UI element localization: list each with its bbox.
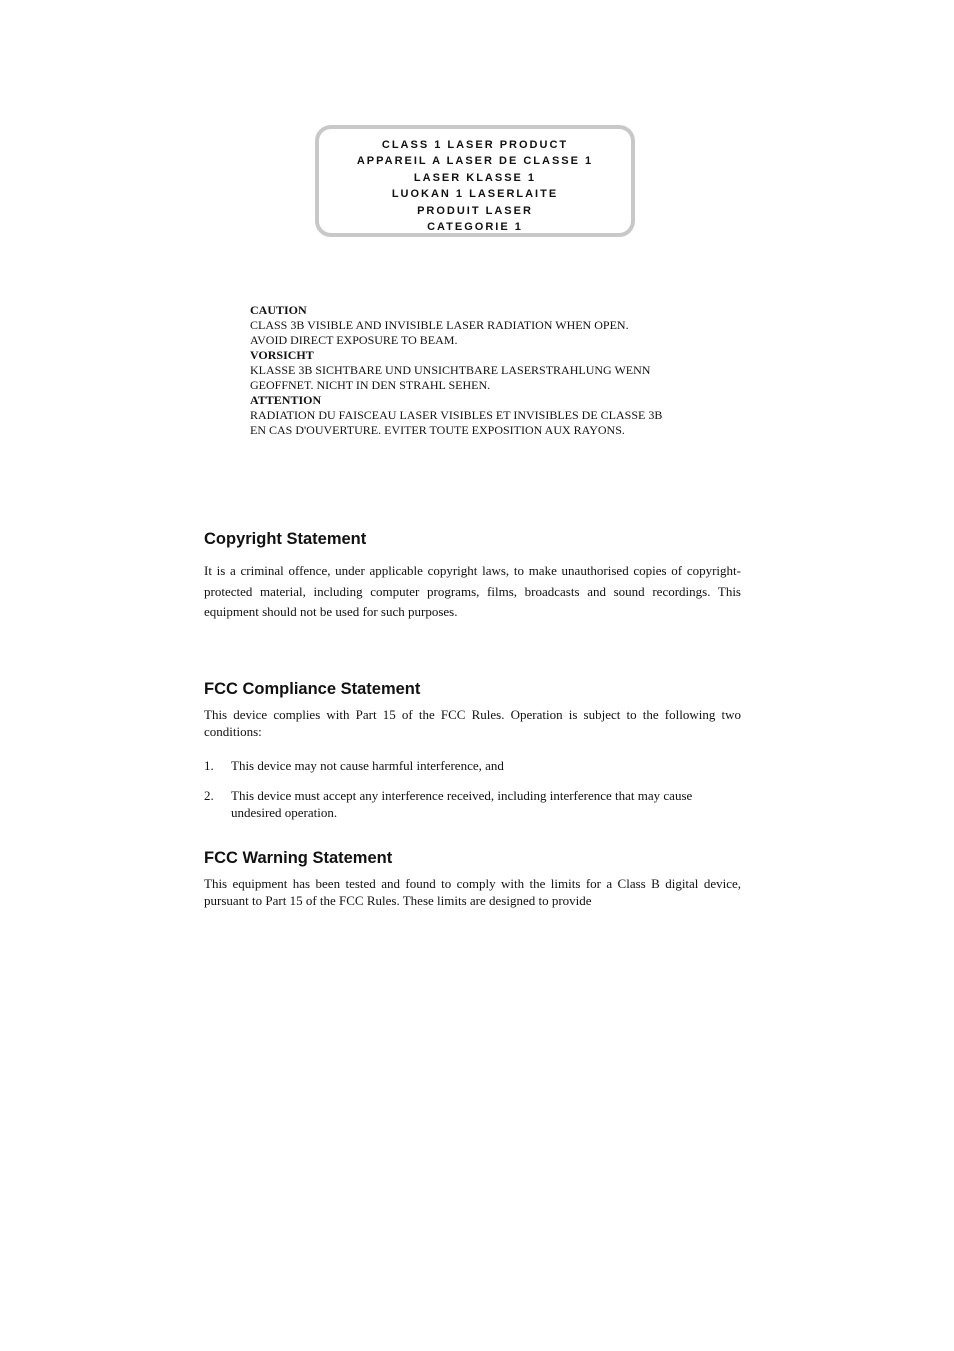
laser-label-line: LUOKAN 1 LASERLAITE	[391, 188, 559, 201]
caution-text-line: CLASS 3B VISIBLE AND INVISIBLE LASER RADIATION WHEN OPEN.	[250, 318, 629, 332]
vorsicht-text-line: KLASSE 3B SICHTBARE UND UNSICHTBARE LASERSTRAHLUNG WENN	[250, 363, 651, 377]
laser-label-line: APPAREIL A LASER DE CLASSE 1	[356, 155, 594, 168]
caution-heading: CAUTION	[250, 303, 307, 317]
laser-label-line: PRODUIT LASER	[417, 204, 533, 217]
list-item-text: This device must accept any interference received, including interference that may cause undesired operation.	[231, 788, 693, 820]
copyright-heading: Copyright Statement	[204, 530, 367, 548]
list-item	[204, 757, 741, 774]
vorsicht-heading: VORSICHT	[250, 348, 314, 362]
fcc-warning-paragraph: This equipment has been tested and found to comply with the limits for a Class B digital device, pursuant to Part 15 of the FCC Rules. These limits are designed to provide	[204, 876, 741, 908]
laser-warning-block	[250, 303, 730, 438]
list-item-number: 1.	[204, 758, 214, 773]
laser-label-line: LASER KLASSE 1	[413, 171, 537, 184]
attention-heading: ATTENTION	[250, 393, 322, 407]
list-item-text: This device may not cause harmful interference, and	[231, 758, 504, 773]
laser-label-line: CLASS 1 LASER PRODUCT	[381, 139, 569, 151]
attention-text-line: EN CAS D'OUVERTURE. EVITER TOUTE EXPOSITION AUX RAYONS.	[250, 423, 625, 437]
caution-text-line: AVOID DIRECT EXPOSURE TO BEAM.	[250, 333, 458, 347]
list-item	[204, 787, 741, 821]
fcc-compliance-paragraph: This device complies with Part 15 of the FCC Rules. Operation is subject to the following two conditions:	[204, 707, 741, 739]
vorsicht-text-line: GEOFFNET. NICHT IN DEN STRAHL SEHEN.	[250, 378, 491, 392]
fcc-warning-heading: FCC Warning Statement	[204, 849, 393, 867]
copyright-paragraph: It is a criminal offence, under applicable copyright laws, to make unauthorised copies of copyright-protected material, including computer programs, films, broadcasts and sound recordings. This equipment should not be used for such purposes.	[204, 563, 741, 619]
laser-label-line: CATEGORIE 1	[427, 221, 523, 234]
laser-product-label	[315, 125, 635, 237]
list-item-number: 2.	[204, 788, 214, 803]
attention-text-line: RADIATION DU FAISCEAU LASER VISIBLES ET INVISIBLES DE CLASSE 3B	[250, 408, 663, 422]
fcc-compliance-heading: FCC Compliance Statement	[204, 680, 421, 698]
